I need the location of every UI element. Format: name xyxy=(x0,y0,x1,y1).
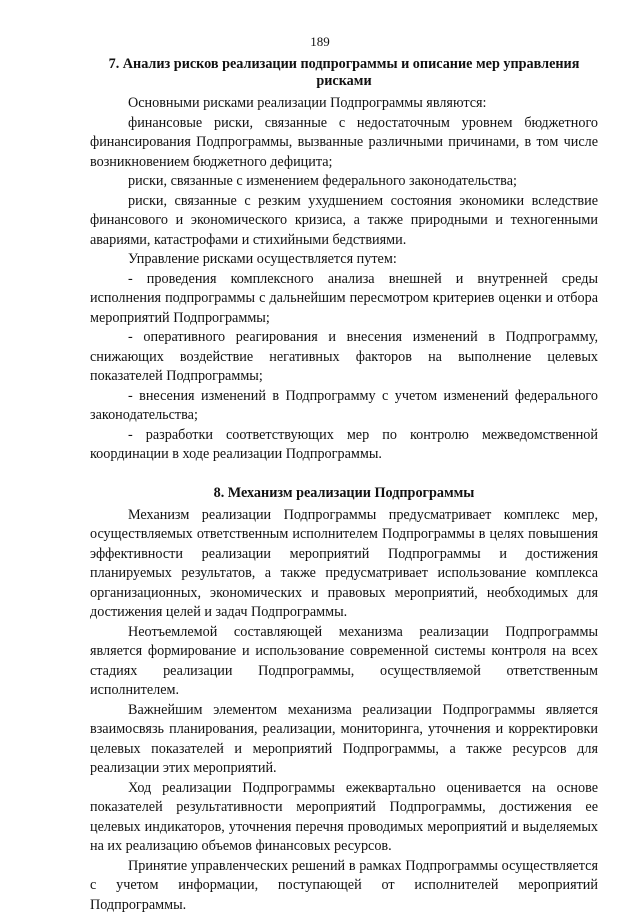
section-8-paragraph-4: Ход реализации Подпрограммы ежеквартально оценивается на основе показателей результативности мероприятий Подпрограммы, достижения ее целевых индикаторов, уточнения перечня проводимых мероприятий и выделяемых на их реализацию объемов финансовых ресурсов. xyxy=(90,779,598,857)
section-7 xyxy=(90,56,598,465)
section-7-paragraph-7: - оперативного реагирования и внесения изменений в Подпрограмму, снижающих воздействие негативных факторов на выполнение целевых показателей Подпрограммы; xyxy=(90,328,598,387)
section-8-paragraph-2: Неотъемлемой составляющей механизма реализации Подпрограммы является формирование и использование современной системы контроля на всех стадиях реализации Подпрограммы, осуществляемой ответственным исполнителем. xyxy=(90,623,598,701)
section-8 xyxy=(90,485,598,915)
section-8-paragraph-5: Принятие управленческих решений в рамках Подпрограммы осуществляется с учетом информации, поступающей от исполнителей мероприятий Подпрограммы. xyxy=(90,857,598,915)
section-7-heading: 7. Анализ рисков реализации подпрограммы и описание мер управления рисками xyxy=(90,56,598,90)
section-7-paragraph-9: - разработки соответствующих мер по контролю межведомственной координации в ходе реализации Подпрограммы. xyxy=(90,426,598,465)
section-7-paragraph-4: риски, связанные с резким ухудшением состояния экономики вследствие финансового и экономического кризиса, а также природными и техногенными авариями, катастрофами и стихийными бедствиями. xyxy=(90,192,598,251)
section-8-paragraph-3: Важнейшим элементом механизма реализации Подпрограммы является взаимосвязь планирования, реализации, мониторинга, уточнения и корректировки целевых показателей и мероприятий Подпрограммы, а также ресурсов для реализации этих мероприятий. xyxy=(90,701,598,779)
section-7-paragraph-8: - внесения изменений в Подпрограмму с учетом изменений федерального законодательства; xyxy=(90,387,598,426)
section-7-paragraph-6: - проведения комплексного анализа внешней и внутренней среды исполнения подпрограммы с дальнейшим пересмотром критериев оценки и отбора мероприятий Подпрограммы; xyxy=(90,270,598,329)
section-7-paragraph-3: риски, связанные с изменением федерального законодательства; xyxy=(90,172,598,192)
section-7-paragraph-5: Управление рисками осуществляется путем: xyxy=(90,250,598,270)
section-8-paragraph-1: Механизм реализации Подпрограммы предусматривает комплекс мер, осуществляемых ответственным исполнителем Подпрограммы в целях повышения эффективности реализации мероприятий Подпрограммы и достижения планируемых результатов, а также предусматривает использование комплекса организационных, экономических и правовых мероприятий, необходимых для достижения целей и задач Подпрограммы. xyxy=(90,506,598,623)
section-7-paragraph-2: финансовые риски, связанные с недостаточным уровнем бюджетного финансирования Подпрограммы, вызванные различными причинами, в том числе возникновением бюджетного дефицита; xyxy=(90,114,598,173)
page-number: 189 xyxy=(0,34,640,50)
page-content xyxy=(90,56,598,915)
section-8-heading: 8. Механизм реализации Подпрограммы xyxy=(90,485,598,502)
section-7-paragraph-1: Основными рисками реализации Подпрограммы являются: xyxy=(90,94,598,114)
